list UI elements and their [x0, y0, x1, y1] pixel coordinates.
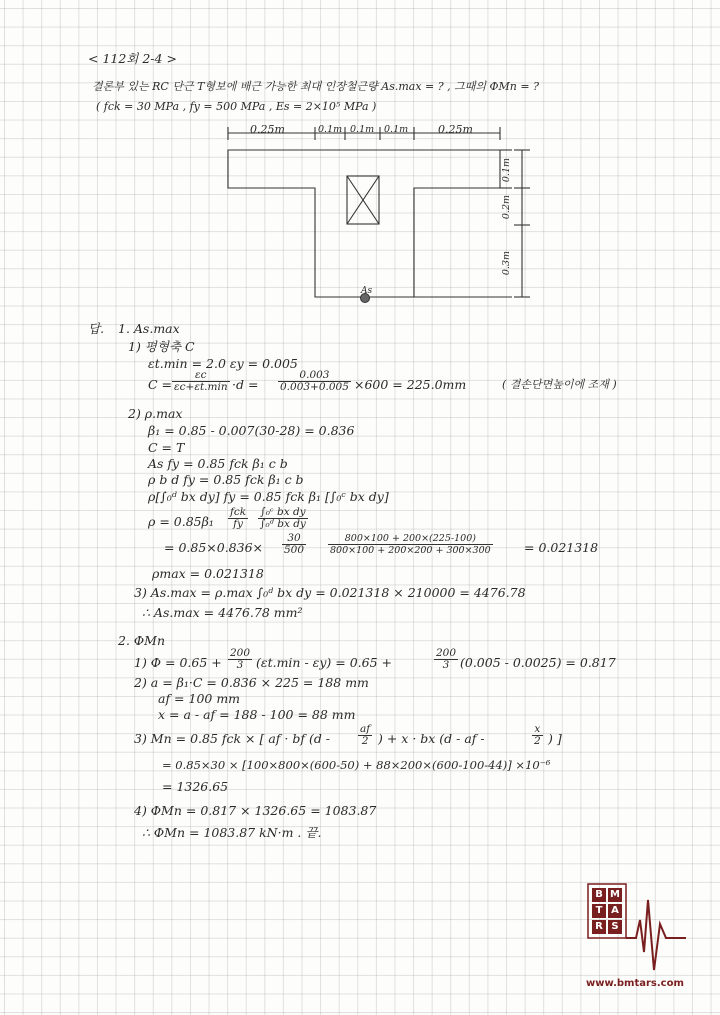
fraction-numerator: 200 [230, 647, 251, 659]
fraction-denominator: fy [233, 518, 243, 530]
logo-letter: M [608, 888, 622, 902]
material-properties: ( fck = 30 MPa , fy = 500 MPa , Es = 2×10⁵ MPa ) [96, 100, 377, 113]
fraction-numerator: εc [172, 370, 230, 382]
dim-flange-depth: 0.1m [501, 157, 513, 183]
eq-af: af = 100 mm [158, 691, 241, 706]
dim-upper-web: 0.2m [501, 194, 513, 220]
eq-et-min: εt.min = 2.0 εy = 0.005 [148, 356, 298, 371]
logo-letter: A [608, 904, 622, 918]
fraction-x-2 [532, 724, 543, 747]
fraction-200-3 [228, 648, 252, 671]
logo-letter: T [592, 904, 606, 918]
eq-rho-max: ρmax = 0.021318 [152, 566, 264, 581]
fraction-numerator: ∫₀ᶜ bx dy [258, 507, 308, 519]
fraction-numerator: fck [230, 506, 247, 518]
fraction-integrals [258, 507, 308, 530]
eq-x: x = a - af = 188 - 100 = 88 mm [158, 707, 356, 722]
problem-number: < 112회 2-4 > [88, 51, 177, 66]
eq-rho-integral: ρ[∫₀ᵈ bx dy] fy = 0.85 fck β₁ [∫₀ᶜ bx dy] [148, 489, 389, 504]
eq-phi-mid: (εt.min - εy) = 0.65 + [256, 655, 392, 670]
fraction-denominator: εc+εt.min [174, 381, 228, 393]
step1-2-heading: 2) ρ.max [128, 406, 183, 421]
eq-c-lhs: C = [148, 377, 173, 392]
fraction-fck-fy [228, 507, 248, 530]
eq-mn-mid: ) + x · bx (d - af - [378, 731, 485, 746]
fraction-numerator: 0.003 [278, 370, 351, 382]
dim-flange-right: 0.25m [438, 123, 473, 136]
fraction-areas [328, 533, 493, 556]
eq-rho-bd: ρ b d fy = 0.85 fck β₁ c b [148, 472, 304, 487]
fraction-denominator: 2 [534, 735, 541, 747]
answer-label: 답. [88, 321, 105, 336]
bmtars-logo [586, 880, 696, 990]
eq-phi-mn: 4) ΦMn = 0.817 × 1326.65 = 1083.87 [134, 803, 377, 818]
logo-url: www.bmtars.com [586, 978, 684, 989]
eq-c-equals-t: C = T [148, 440, 185, 455]
result-as-max: ∴ As.max = 4476.78 mm² [142, 605, 303, 620]
fraction-denominator: 0.003+0.005 [280, 381, 349, 393]
dim-web-left: 0.1m [318, 124, 343, 135]
logo-letter: R [592, 920, 606, 934]
fraction-numerator: af [360, 723, 371, 735]
dim-web-right: 0.1m [384, 124, 409, 135]
eq-mn-rhs: ) ] [548, 731, 562, 746]
result-phi-mn: ∴ ΦMn = 1083.87 kN·m . 끝. [142, 825, 322, 840]
logo-letter: S [608, 920, 622, 934]
fraction-denominator: 2 [361, 735, 369, 747]
fraction-numerator: 30 [282, 533, 306, 545]
question-text: 결론부 있는 RC 단근 T형보에 배근 가능한 최대 인장철근량 As.max = ? , 그때의 ΦMn = ? [92, 80, 539, 93]
fraction-numerator: 200 [436, 647, 457, 659]
fraction-denominator: 800×100 + 200×200 + 300×300 [330, 545, 491, 556]
fraction-ec [172, 370, 230, 393]
fraction-denominator: ∫₀ᵈ bx dy [260, 518, 306, 530]
eq-rho-result: = 0.021318 [524, 540, 599, 555]
eq-mn-result: = 1326.65 [162, 779, 229, 794]
section2-heading: 2. ΦMn [118, 633, 165, 648]
eq-rho-lhs: ρ = 0.85β₁ [148, 514, 214, 529]
rebar-label: As [361, 286, 373, 296]
fraction-af-2 [358, 724, 372, 747]
dim-web-center: 0.1m [350, 124, 375, 135]
eq-as-max: 3) As.max = ρ.max ∫₀ᵈ bx dy = 0.021318 × 210000 = 4476.78 [134, 585, 526, 600]
fraction-strain [278, 370, 351, 393]
note-flange: ( 결손단면높이에 조재 ) [502, 378, 617, 391]
dim-lower-web: 0.3m [501, 250, 513, 276]
eq-rho-num-lhs: = 0.85×0.836× [164, 540, 264, 555]
fraction-30-500 [282, 533, 306, 556]
eq-c-mid: ·d = [232, 377, 259, 392]
fraction-numerator: x [532, 724, 543, 736]
eq-mn-substituted: = 0.85×30 × [100×800×(600-50) + 88×200×(600-100-44)] ×10⁻⁶ [162, 758, 551, 772]
fraction-denominator: 3 [236, 659, 244, 671]
step1-1-heading: 1) 평형축 C [128, 339, 195, 354]
eq-beta1: β₁ = 0.85 - 0.007(30-28) = 0.836 [148, 423, 355, 438]
fraction-denominator: 500 [284, 544, 305, 556]
eq-phi-result: (0.005 - 0.0025) = 0.817 [460, 655, 616, 670]
dim-flange-left: 0.25m [250, 123, 285, 136]
fraction-numerator: 800×100 + 200×(225-100) [328, 533, 493, 545]
heartbeat-icon [586, 880, 696, 980]
eq-c-result: ×600 = 225.0mm [354, 377, 467, 392]
eq-phi-lhs: 1) Φ = 0.65 + [134, 655, 222, 670]
fraction-200-3-b [434, 648, 458, 671]
eq-mn-lhs: 3) Mn = 0.85 fck × [ af · bf (d - [134, 731, 331, 746]
eq-a: 2) a = β₁·C = 0.836 × 225 = 188 mm [134, 675, 369, 690]
logo-letter: B [592, 888, 606, 902]
fraction-denominator: 3 [442, 659, 450, 671]
section1-heading: 1. As.max [118, 321, 180, 336]
eq-as-fy: As fy = 0.85 fck β₁ c b [148, 456, 288, 471]
